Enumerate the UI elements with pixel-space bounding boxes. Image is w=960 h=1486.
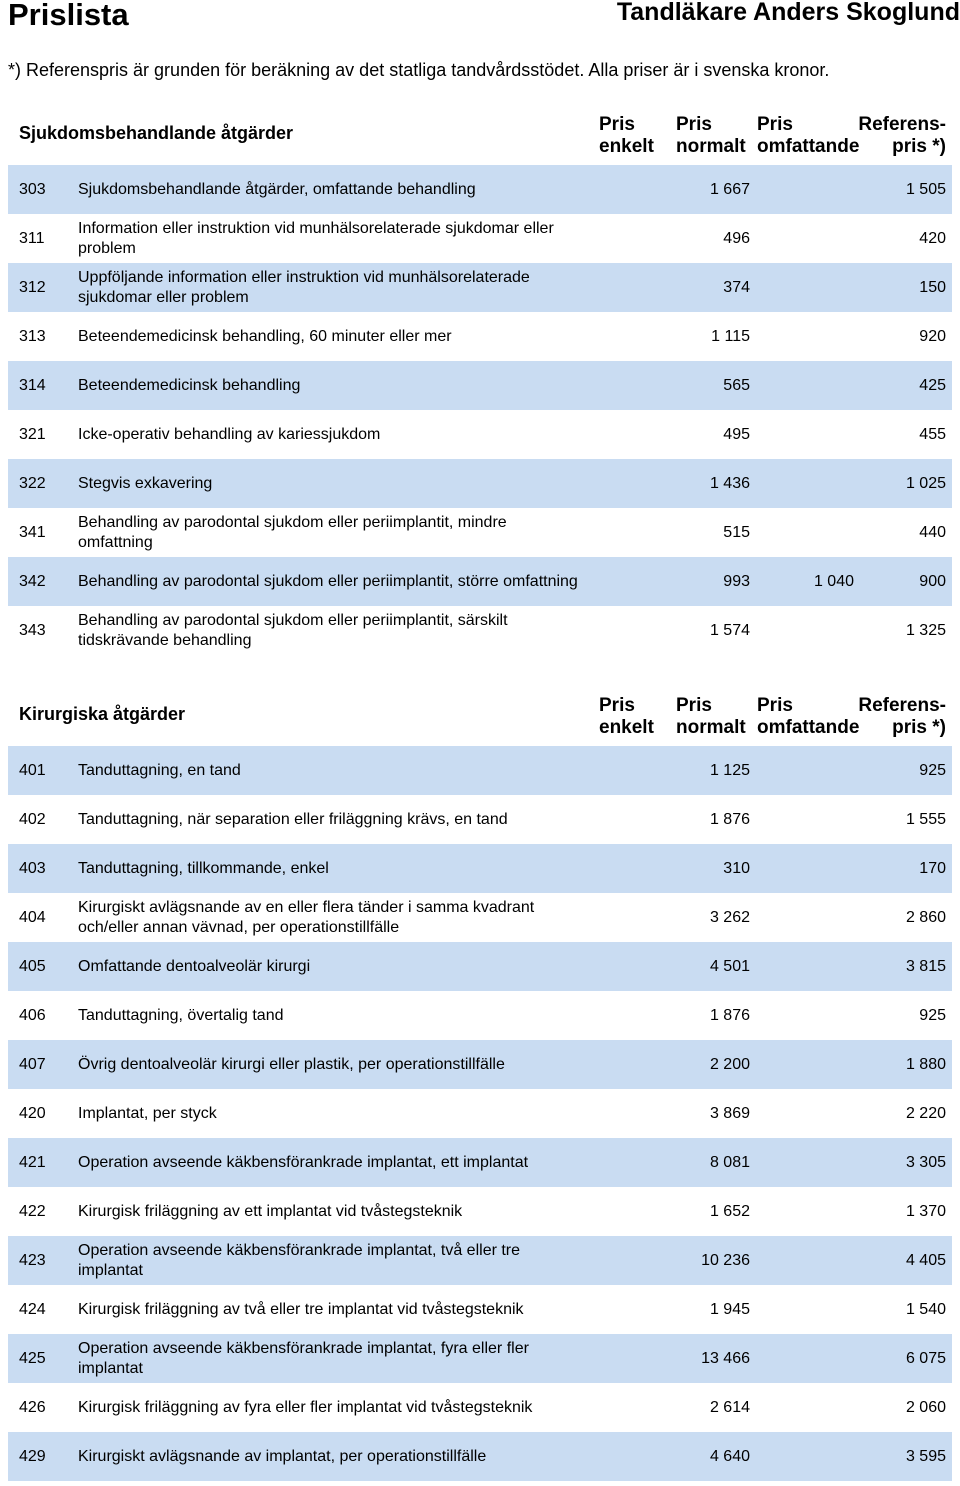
item-code: 341 <box>19 523 46 541</box>
item-code: 424 <box>19 1300 46 1318</box>
item-code: 405 <box>19 957 46 975</box>
item-code: 423 <box>19 1251 46 1269</box>
price-normalt: 10 236 <box>701 1251 750 1269</box>
reference-price: 170 <box>919 859 946 877</box>
price-normalt: 515 <box>723 523 750 541</box>
reference-price: 1 880 <box>905 1055 946 1073</box>
reference-price: 1 540 <box>905 1300 946 1318</box>
table-row <box>8 746 952 795</box>
item-description: Kirurgiskt avlägsnande av en eller flera tänder i samma kvadrant och/eller annan vävnad, per operationstillfälle <box>78 898 535 936</box>
item-code: 407 <box>19 1055 46 1073</box>
price-normalt: 496 <box>723 229 750 247</box>
table-row <box>8 361 952 410</box>
price-normalt: 4 501 <box>709 957 750 975</box>
table-row <box>8 1383 952 1432</box>
item-description: Sjukdomsbehandlande åtgärder, omfattande behandling <box>78 180 476 198</box>
item-code: 403 <box>19 859 46 877</box>
reference-price: 925 <box>919 761 946 779</box>
table-row <box>8 1040 952 1089</box>
price-normalt: 1 125 <box>709 761 750 779</box>
table-row <box>8 1089 952 1138</box>
price-normalt: 2 614 <box>709 1398 750 1416</box>
price-normalt: 565 <box>723 376 750 394</box>
price-normalt: 1 876 <box>709 1006 750 1024</box>
price-normalt: 4 640 <box>709 1447 750 1465</box>
table-row <box>8 263 952 312</box>
item-code: 420 <box>19 1104 46 1122</box>
item-code: 313 <box>19 327 46 345</box>
table-row <box>8 1187 952 1236</box>
section-header <box>8 113 952 165</box>
item-code: 312 <box>19 278 46 296</box>
table-row <box>8 893 952 942</box>
reference-price: 2 060 <box>905 1398 946 1416</box>
item-code: 343 <box>19 621 46 639</box>
reference-price: 6 075 <box>905 1349 946 1367</box>
reference-price: 1 555 <box>905 810 946 828</box>
col-head-pris-enkelt: Pris enkelt <box>599 695 654 738</box>
item-description: Implantat, per styck <box>78 1104 217 1122</box>
item-code: 342 <box>19 572 46 590</box>
table-row <box>8 991 952 1040</box>
item-description: Tanduttagning, övertalig tand <box>78 1006 284 1024</box>
table-row <box>8 459 952 508</box>
reference-price: 925 <box>919 1006 946 1024</box>
section-header <box>8 694 952 746</box>
table-row <box>8 312 952 361</box>
price-normalt: 310 <box>723 859 750 877</box>
item-description: Information eller instruktion vid munhälsorelaterade sjukdomar eller problem <box>78 219 554 257</box>
item-description: Behandling av parodontal sjukdom eller periimplantit, större omfattning <box>78 572 578 590</box>
reference-price: 2 220 <box>905 1104 946 1122</box>
price-normalt: 1 574 <box>709 621 750 639</box>
reference-price: 425 <box>919 376 946 394</box>
item-description: Icke-operativ behandling av kariessjukdom <box>78 425 381 443</box>
price-omfattande: 1 040 <box>813 572 854 590</box>
item-description: Beteendemedicinsk behandling <box>78 376 301 394</box>
practice-name: Tandläkare Anders Skoglund <box>616 0 960 26</box>
col-head-pris-normalt: Pris normalt <box>676 695 746 738</box>
section-sjukdomsbehandlande <box>8 113 952 655</box>
reference-price: 455 <box>919 425 946 443</box>
reference-price: 1 370 <box>905 1202 946 1220</box>
item-description: Kirurgiskt avlägsnande av implantat, per operationstillfälle <box>78 1447 487 1465</box>
col-head-pris-omfattande: Pris omfattande <box>757 695 860 738</box>
col-head-referenspris: Referens- pris *) <box>858 695 946 738</box>
item-code: 402 <box>19 810 46 828</box>
item-description: Tanduttagning, tillkommande, enkel <box>78 859 329 877</box>
item-code: 401 <box>19 761 46 779</box>
reference-price: 3 815 <box>905 957 946 975</box>
item-code: 406 <box>19 1006 46 1024</box>
price-normalt: 495 <box>723 425 750 443</box>
table-row <box>8 844 952 893</box>
item-description: Behandling av parodontal sjukdom eller periimplantit, särskilt tidskrävande behandling <box>78 611 508 649</box>
item-description: Övrig dentoalveolär kirurgi eller plastik, per operationstillfälle <box>78 1055 505 1073</box>
item-code: 321 <box>19 425 46 443</box>
table-row <box>8 942 952 991</box>
item-description: Kirurgisk friläggning av fyra eller fler implantat vid tvåstegsteknik <box>78 1398 533 1416</box>
col-head-pris-normalt: Pris normalt <box>676 114 746 157</box>
price-normalt: 1 945 <box>709 1300 750 1318</box>
price-normalt: 13 466 <box>701 1349 750 1367</box>
reference-price: 1 025 <box>905 474 946 492</box>
item-description: Beteendemedicinsk behandling, 60 minuter eller mer <box>78 327 452 345</box>
price-normalt: 3 262 <box>709 908 750 926</box>
table-row <box>8 410 952 459</box>
price-normalt: 1 436 <box>709 474 750 492</box>
price-normalt: 374 <box>723 278 750 296</box>
item-code: 311 <box>19 229 45 247</box>
table-row <box>8 214 952 263</box>
item-code: 314 <box>19 376 46 394</box>
item-code: 429 <box>19 1447 46 1465</box>
item-code: 422 <box>19 1202 46 1220</box>
item-description: Kirurgisk friläggning av två eller tre implantat vid tvåstegsteknik <box>78 1300 524 1318</box>
reference-price: 3 595 <box>905 1447 946 1465</box>
reference-price: 3 305 <box>905 1153 946 1171</box>
item-description: Tanduttagning, när separation eller friläggning krävs, en tand <box>78 810 508 828</box>
reference-price: 1 505 <box>905 180 946 198</box>
price-normalt: 8 081 <box>709 1153 750 1171</box>
item-code: 421 <box>19 1153 46 1171</box>
col-head-referenspris: Referens- pris *) <box>858 114 946 157</box>
item-description: Operation avseende käkbensförankrade implantat, fyra eller fler implantat <box>78 1339 529 1377</box>
item-description: Stegvis exkavering <box>78 474 213 492</box>
item-code: 404 <box>19 908 46 926</box>
reference-note: *) Referenspris är grunden för beräkning av det statliga tandvårdsstödet. Alla priser är i svenska kronor. <box>8 60 830 80</box>
item-description: Tanduttagning, en tand <box>78 761 241 779</box>
price-normalt: 993 <box>723 572 750 590</box>
table-row <box>8 1432 952 1481</box>
price-normalt: 1 652 <box>709 1202 750 1220</box>
item-description: Omfattande dentoalveolär kirurgi <box>78 957 311 975</box>
table-row <box>8 795 952 844</box>
item-code: 322 <box>19 474 46 492</box>
reference-price: 900 <box>919 572 946 590</box>
price-normalt: 1 115 <box>711 327 750 345</box>
item-description: Behandling av parodontal sjukdom eller periimplantit, mindre omfattning <box>78 513 507 551</box>
reference-price: 1 325 <box>905 621 946 639</box>
table-row <box>8 557 952 606</box>
reference-price: 920 <box>919 327 946 345</box>
price-normalt: 1 876 <box>709 810 750 828</box>
item-description: Kirurgisk friläggning av ett implantat vid tvåstegsteknik <box>78 1202 463 1220</box>
table-row <box>8 508 952 557</box>
table-row <box>8 1236 952 1285</box>
table-row <box>8 1285 952 1334</box>
page-header <box>0 0 960 40</box>
table-row <box>8 165 952 214</box>
item-code: 426 <box>19 1398 46 1416</box>
item-code: 303 <box>19 180 46 198</box>
reference-price: 150 <box>919 278 946 296</box>
section-title: Sjukdomsbehandlande åtgärder <box>19 123 294 143</box>
price-normalt: 3 869 <box>709 1104 750 1122</box>
col-head-pris-enkelt: Pris enkelt <box>599 114 654 157</box>
page-title: Prislista <box>8 0 129 32</box>
table-row <box>8 606 952 655</box>
reference-price: 4 405 <box>905 1251 946 1269</box>
item-description: Uppföljande information eller instruktion vid munhälsorelaterade sjukdomar eller problem <box>78 268 530 306</box>
item-code: 425 <box>19 1349 46 1367</box>
price-table <box>8 746 952 1481</box>
item-description: Operation avseende käkbensförankrade implantat, ett implantat <box>78 1153 529 1171</box>
item-description: Operation avseende käkbensförankrade implantat, två eller tre implantat <box>78 1241 521 1279</box>
price-normalt: 2 200 <box>709 1055 750 1073</box>
table-row <box>8 1138 952 1187</box>
reference-price: 2 860 <box>905 908 946 926</box>
section-title: Kirurgiska åtgärder <box>19 704 186 724</box>
price-table <box>8 165 952 655</box>
col-head-pris-omfattande: Pris omfattande <box>757 114 860 157</box>
section-kirurgiska <box>8 694 952 1481</box>
reference-price: 440 <box>919 523 946 541</box>
price-normalt: 1 667 <box>709 180 750 198</box>
reference-price: 420 <box>919 229 946 247</box>
table-row <box>8 1334 952 1383</box>
